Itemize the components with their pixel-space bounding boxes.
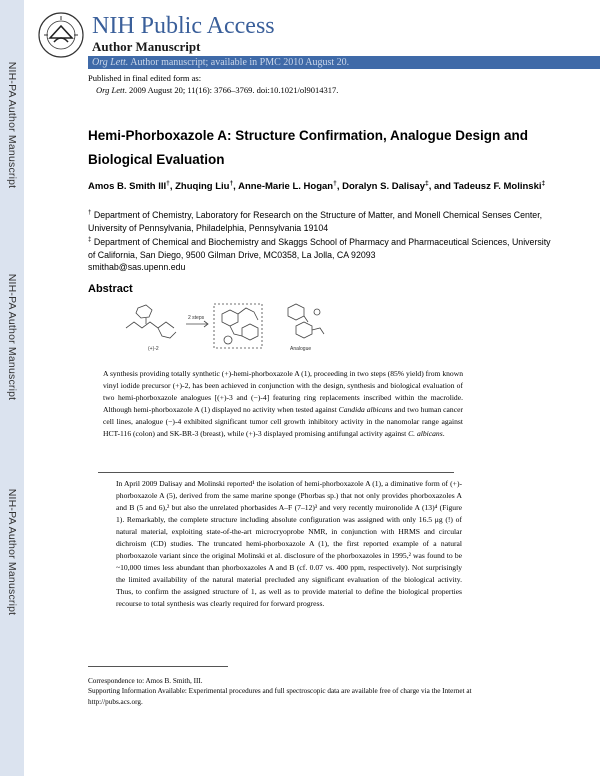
abstract-heading: Abstract: [88, 283, 133, 295]
graphic-label-left: (+)-2: [148, 346, 159, 352]
sidebar: NIH-PA Author Manuscript NIH-PA Author Manuscript NIH-PA Author Manuscript: [0, 0, 24, 776]
article-title: Hemi-Phorboxazole A: Structure Confirmation, Analogue Design and Biological Evaluation: [88, 128, 529, 167]
supporting-info-note: Supporting Information Available: Experimental procedures and full spectroscopic data are available free of charge via the Internet at http://pubs.acs.org.: [88, 687, 472, 706]
nih-public-access-title: NIH Public Access: [92, 13, 275, 39]
author-name: Zhuqing Liu: [175, 181, 230, 192]
correspondence-note: Correspondence to: Amos B. Smith, III.: [88, 677, 203, 685]
author-name: Anne-Marie L. Hogan: [238, 181, 334, 192]
body-paragraph: In April 2009 Dalisay and Molinski reported¹ the isolation of hemi-phorboxazole A (1), a diminative form of (+)-phorboxazole A (5), derived from the same marine sponge (Phorbas sp.) that not only provides phorboxazoles A and B (5 and 6),² but also the unrelated phorbasides A–F (7–12)³ and very recently muironolide A (13)⁴ (Figure 1). Remarkably, the complete structure including absolute configuration was assigned with only 16.5 μg (!) of natural material, exploiting state-of-the-art microcryoprobe NMR, in conjunction with HRMS and circular dichroism (CD) studies. The truncated hemi-phorboxazole A (1), the first reported example of a natural phorboxazole variant since the original Molinski et al. disclosure of the phorboxazoles in 1995,² was found to be ~10,000 times less abundant than phorboxazoles A and B (cf. 0.07 vs. 400 ppm, respectively). Not surprisingly the limited availability of the natural material precluded any significant evaluation of the biological activity. Thus, to confirm the assigned structure of 1, as well as to provide material to define the biological properties recourse to total synthesis was clearly required for forward progress.: [116, 479, 462, 608]
abstract-rule: [98, 472, 454, 473]
graphic-label-arrow: 2 steps: [188, 315, 205, 321]
nih-seal-logo: [38, 12, 84, 58]
affiliation-2: ‡ Department of Chemical and Biochemistry and Skaggs School of Pharmacy and Pharmaceutical Sciences, University of California, San Diego, 9500 Gilman Drive, MC0358, La Jolla, CA 92093: [88, 236, 551, 260]
citation-line: Org Lett. 2009 August 20; 11(16): 3766–3769. doi:10.1021/ol9014317.: [96, 85, 339, 95]
author-manuscript-label: Author Manuscript: [92, 39, 201, 54]
affiliation-1: † Department of Chemistry, Laboratory for Research on the Structure of Matter, and Monell Chemical Senses Center, University of Pennsylvania, Philadelphia, Pennsylvania 19104: [88, 209, 543, 233]
author-name: Amos B. Smith III: [88, 181, 167, 192]
footnote-rule: [88, 666, 228, 667]
published-line: Published in final edited form as:: [88, 73, 202, 83]
graphic-label-right: Analogue: [290, 346, 312, 352]
email-link[interactable]: smithab@sas.upenn.edu: [88, 262, 186, 272]
manuscript-availability: Org Lett. Author manuscript; available in PMC 2010 August 20.: [92, 57, 350, 68]
graphical-abstract: [118, 300, 348, 355]
author-name: Tadeusz F. Molinski: [453, 181, 542, 192]
author-name: Doralyn S. Dalisay: [342, 181, 425, 192]
abstract-text: A synthesis providing totally synthetic (+)-hemi-phorboxazole A (1), proceeding in two steps (85% yield) from known vinyl iodide precursor (+)-2, has been achieved in conjunction with the design, synthesis and biological evaluation of two hemi-phorboxazole analogues [(+)-3 and (−)-4] featuring ring replacements inscribed within the macrolide. Although hemi-phorboxazole A (1) displayed no activity when tested against Candida albicans and two human cancer cell lines, analogue (−)-4 exhibited significant tumor cell growth inhibitory activity in the nanomolar range against HCT-116 (colon) and SK-BR-3 (breast), while (+)-3 displayed promising antifungal activity against C. albicans.: [103, 369, 463, 438]
author-list: Amos B. Smith III†, Zhuqing Liu†, Anne-Marie L. Hogan†, Doralyn S. Dalisay‡, and Tadeusz F. Molinski‡: [88, 179, 546, 192]
